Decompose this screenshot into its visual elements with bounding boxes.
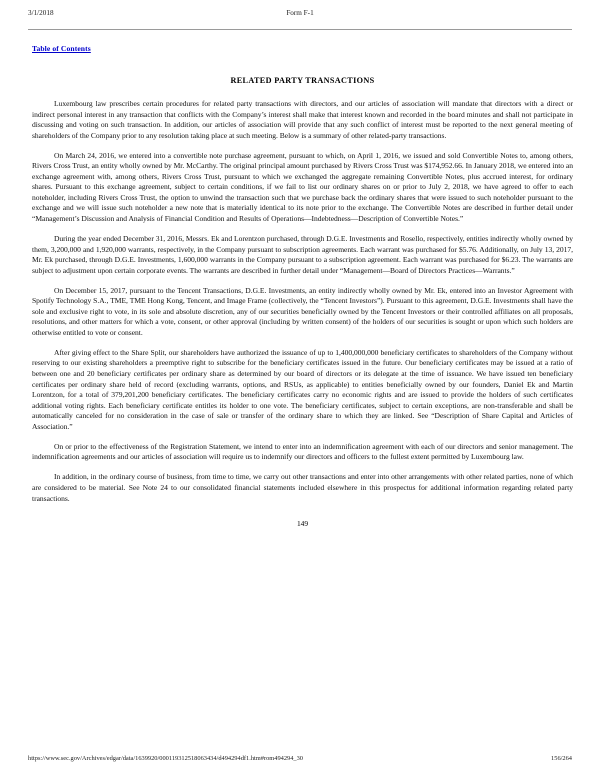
printed-page-number: 149 (296, 519, 309, 529)
document-body (32, 38, 573, 528)
table-of-contents-link[interactable]: Table of Contents (32, 44, 91, 53)
header-divider (28, 29, 572, 30)
print-header-date: 3/1/2018 (28, 9, 54, 17)
print-header (28, 9, 572, 21)
print-footer-page-indicator: 156/264 (551, 755, 572, 762)
paragraph-beneficiary-certificates: After giving effect to the Share Split, our shareholders have authorized the issuance of up to 1,400,000,000 beneficiary certificates to shareholders of the Company without reserving to our existing shareholders a preemptive right to subscribe for the beneficiary certificates issued in the future. Our beneficiary certificates may be issued at a ratio of between one and 20 beneficiary certificates per ordinary share as determined by our board of directors or its delegate at the time of issuance. We have issued ten beneficiary certificates per ordinary share held of record (excluding warrants, options, and RSUs, as applicable) to entities beneficially owned by our founders, Daniel Ek and Martin Lorentzon, for a total of 379,201,200 beneficiary certificates. The beneficiary certificates carry no economic rights and are issued to provide the holders of such certificates additional voting rights. Each beneficiary certificate entitles its holder to one vote. The beneficiary certificates, subject to certain exceptions, are non-transferable and shall be automatically canceled for no consideration in the case of sale or transfer of the ordinary share to which they are linked. See “Description of Share Capital and Articles of Association.” (32, 347, 573, 431)
page-title: RELATED PARTY TRANSACTIONS (230, 76, 375, 85)
paragraph-indemnification: On or prior to the effectiveness of the Registration Statement, we intend to enter into an indemnification agreement with each of our directors and senior management. The indemnification agreements and our articles of association will require us to indemnify our directors and officers to the fullest extent permitted by Luxembourg law. (32, 441, 573, 462)
paragraph-tencent-investor-agreement: On December 15, 2017, pursuant to the Tencent Transactions, D.G.E. Investments, an entity indirectly wholly owned by Mr. Ek, entered into an Investor Agreement with Spotify Technology S.A., TME, TME Hong Kong, Tencent, and Image Frame (collectively, the “Tencent Investors”). Pursuant to this agreement, D.G.E. Investments shall have the sole and exclusive right to vote, in its sole and absolute discretion, any of our securities beneficially owned by the Tencent Investors or their controlled affiliates on all proposals, resolutions, and other matters for which a vote, consent, or other approval (including by written consent) of the holders of our securities is sought or upon which such holders are otherwise entitled to vote or consent. (32, 285, 573, 337)
print-header-title: Form F-1 (286, 9, 314, 17)
paragraph-luxembourg-law: Luxembourg law prescribes certain procedures for related party transactions with directors, and our articles of association will mandate that directors with a direct or indirect personal interest in any transaction that conflicts with the Company’s interest shall make that interest known and recorded in the board minutes and shall not participate in discussing and voting on such transaction. In addition, our articles of association will provide that any such conflict of interest must be reported to the next general meeting of shareholders of the Company prior to any resolution taking place at such meeting. Below is a summary of other related-party transactions. (32, 99, 573, 140)
print-footer (28, 755, 572, 767)
paragraph-convertible-notes: On March 24, 2016, we entered into a convertible note purchase agreement, pursuant to which, on April 1, 2016, we issued and sold Convertible Notes to, among others, Rivers Cross Trust, an entity wholly owned by Mr. McCarthy. The original principal amount purchased by Rivers Cross Trust was $174,952.66. In January 2018, we entered into an exchange agreement with, among others, Rivers Cross Trust, pursuant to which we exchanged the aggregate remaining Convertible Notes, plus accrued interest, for ordinary shares. Pursuant to this exchange agreement, subject to certain conditions, if we fail to list our ordinary shares on or prior to July 2, 2018, we have agreed to offer to each noteholder, including Rivers Cross Trust, the option to unwind the transaction such that we purchase back the ordinary shares that were issued to such noteholder pursuant to the exchange and we will issue such noteholder a new note that is materially identical to its note prior to the exchange. The Convertible Notes are described in further detail under “Management’s Discussion and Analysis of Financial Condition and Results of Operations—Indebtedness—Description of Convertible Notes.” (32, 150, 573, 223)
print-footer-url: https://www.sec.gov/Archives/edgar/data/1639920/000119312518063434/d494294df1.htm#rom494294_30 (28, 755, 304, 762)
paragraph-other-transactions: In addition, in the ordinary course of business, from time to time, we carry out other transactions and enter into other arrangements with other related parties, none of which are considered to be material. See Note 24 to our consolidated financial statements included elsewhere in this prospectus for additional information regarding related party transactions. (32, 472, 573, 503)
paragraph-warrants: During the year ended December 31, 2016, Messrs. Ek and Lorentzon purchased, through D.G.E. Investments and Rosello, respectively, entities indirectly wholly owned by them, 3,200,000 and 1,920,000 warrants, respectively, in the Company pursuant to subscription agreements. Each warrant was purchased for $5.76. Additionally, on July 13, 2017, Mr. Ek purchased, through D.G.E. Investments, 1,600,000 warrants in the Company pursuant to a subscription agreement. Each warrant was purchased for $6.23. The warrants are subject to adjustment upon certain corporate events. The warrants are described in further detail under “Management—Board of Directors Practices—Warrants.” (32, 234, 573, 275)
